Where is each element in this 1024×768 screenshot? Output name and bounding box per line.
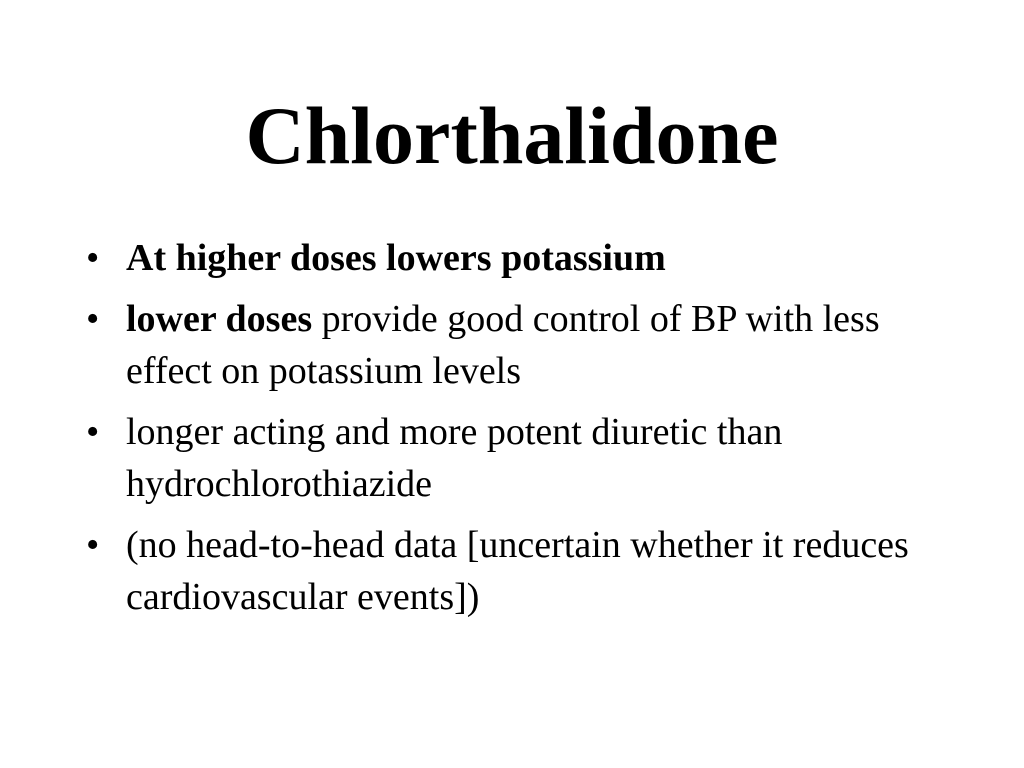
bullet-item <box>86 406 946 510</box>
bullet-dot-icon: • <box>86 237 100 279</box>
bullet-list <box>86 232 946 632</box>
bullet-item <box>86 519 946 623</box>
bullet-dot-icon: • <box>86 524 100 566</box>
slide-title: Chlorthalidone <box>245 90 779 181</box>
bullet-item <box>86 293 946 397</box>
bullet-item <box>86 232 946 284</box>
bullet-bold-text: At higher doses lowers potassium <box>126 237 666 279</box>
bullet-dot-icon: • <box>86 298 100 340</box>
bullet-bold-text: lower doses <box>126 298 313 340</box>
bullet-dot-icon: • <box>86 411 100 453</box>
bullet-text: provide good control of BP with less effect on potassium levels <box>126 298 880 392</box>
bullet-text: (no head-to-head data [uncertain whether it reduces cardiovascular events]) <box>126 524 909 618</box>
bullet-text: longer acting and more potent diuretic than hydrochlorothiazide <box>126 411 783 505</box>
